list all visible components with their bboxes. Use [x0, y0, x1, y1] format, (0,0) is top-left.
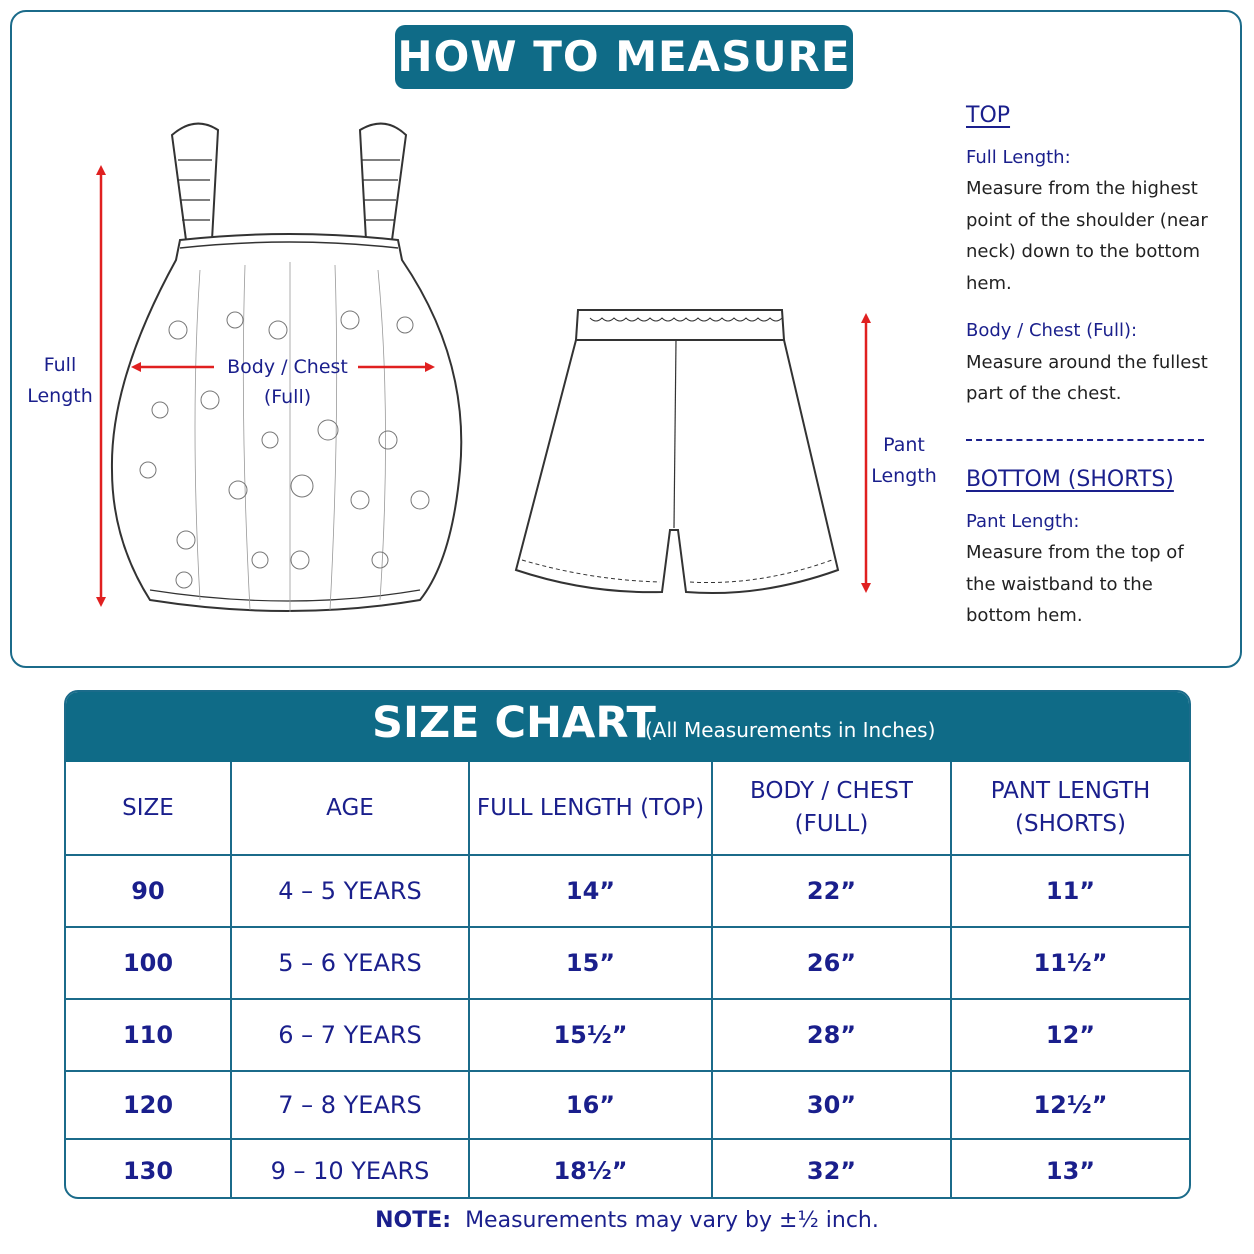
bottom-heading: BOTTOM (SHORTS)	[966, 467, 1174, 492]
size-chart-header	[66, 692, 1189, 762]
age-cell: 4 – 5 YEARS	[231, 855, 469, 927]
header-size: SIZE	[66, 762, 231, 855]
note-text: Measurements may vary by ±½ inch.	[465, 1208, 879, 1233]
body-chest-cell: 26”	[712, 927, 951, 999]
header-pant-length: PANT LENGTH (SHORTS)	[951, 762, 1189, 855]
size-chart	[64, 690, 1191, 1199]
size-table-header-row	[66, 762, 1189, 855]
header-age: AGE	[231, 762, 469, 855]
size-chart-title: SIZE CHART	[372, 698, 656, 748]
pant-length-cell: 12”	[951, 999, 1189, 1071]
age-cell: 7 – 8 YEARS	[231, 1071, 469, 1139]
body-chest-title: Body / Chest (Full):	[966, 320, 1138, 341]
table-row	[66, 999, 1189, 1071]
pant-length-text: Measure from the top of the waistband to the bottom hem.	[966, 542, 1184, 626]
full-length-cell: 15½”	[469, 999, 712, 1071]
top-instructions	[966, 100, 1216, 410]
body-chest-cell: 32”	[712, 1139, 951, 1199]
age-cell: 9 – 10 YEARS	[231, 1139, 469, 1199]
body-chest-label-line2: (Full)	[263, 386, 312, 408]
pant-length-label	[864, 430, 944, 492]
pant-length-cell: 11½”	[951, 927, 1189, 999]
size-cell: 90	[66, 855, 231, 927]
age-cell: 5 – 6 YEARS	[231, 927, 469, 999]
full-length-cell: 14”	[469, 855, 712, 927]
table-row	[66, 1139, 1189, 1199]
size-cell: 130	[66, 1139, 231, 1199]
body-chest-label-line1: Body / Chest	[227, 356, 348, 378]
pant-length-cell: 12½”	[951, 1071, 1189, 1139]
body-chest-text: Measure around the fullest part of the chest.	[966, 351, 1208, 404]
pant-length-label-line1: Pant	[883, 434, 925, 456]
table-row	[66, 855, 1189, 927]
full-length-cell: 18½”	[469, 1139, 712, 1199]
section-divider	[966, 439, 1204, 441]
full-length-text: Measure from the highest point of the shoulder (near neck) down to the bottom hem.	[966, 178, 1208, 294]
size-chart-subtitle: (All Measurements in Inches)	[645, 718, 936, 742]
body-chest-label	[215, 352, 360, 412]
full-length-label-line1: Full	[43, 354, 77, 376]
body-chest-cell: 22”	[712, 855, 951, 927]
size-cell: 100	[66, 927, 231, 999]
full-length-title: Full Length:	[966, 146, 1071, 168]
table-row	[66, 1071, 1189, 1139]
how-to-measure-title: HOW TO MEASURE	[395, 25, 853, 89]
size-table	[66, 762, 1189, 1199]
top-heading: TOP	[966, 103, 1011, 128]
pant-length-cell: 13”	[951, 1139, 1189, 1199]
full-length-cell: 16”	[469, 1071, 712, 1139]
header-body-chest: BODY / CHEST (FULL)	[712, 762, 951, 855]
full-length-label	[20, 350, 100, 412]
table-row	[66, 927, 1189, 999]
body-chest-cell: 30”	[712, 1071, 951, 1139]
full-length-label-line2: Length	[27, 385, 93, 407]
note-label: NOTE:	[375, 1208, 452, 1233]
full-length-cell: 15”	[469, 927, 712, 999]
pant-length-label-line2: Length	[871, 465, 937, 487]
size-cell: 110	[66, 999, 231, 1071]
bottom-instructions	[966, 464, 1216, 632]
shorts-drawing	[516, 310, 838, 593]
pant-length-title: Pant Length:	[966, 510, 1080, 532]
measurement-note	[0, 1208, 1254, 1233]
header-full-length: FULL LENGTH (TOP)	[469, 762, 712, 855]
pant-length-cell: 11”	[951, 855, 1189, 927]
age-cell: 6 – 7 YEARS	[231, 999, 469, 1071]
body-chest-cell: 28”	[712, 999, 951, 1071]
size-cell: 120	[66, 1071, 231, 1139]
